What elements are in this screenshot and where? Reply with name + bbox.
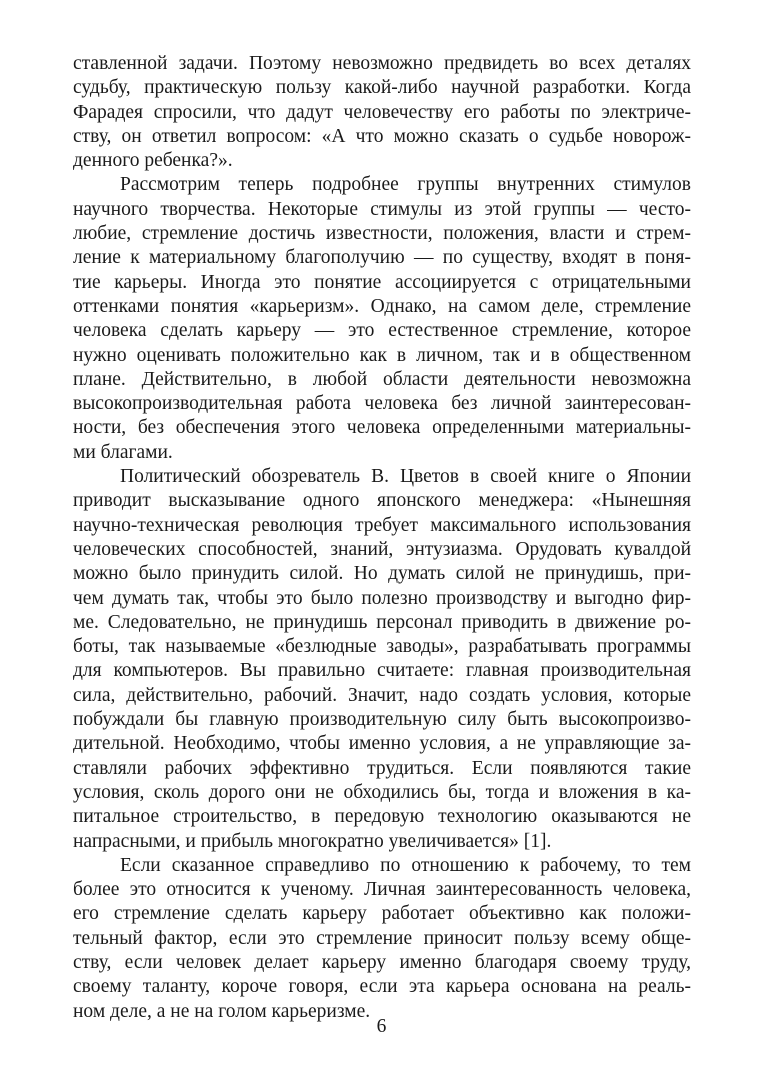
text-line: приводит высказывание одного японского менеджера: «Нынешняя bbox=[73, 490, 691, 512]
text-line: высокопроизводительная работа человека без личной заинтересован- bbox=[73, 393, 691, 415]
text-line: ме. Следовательно, не принудишь персонал приводить в движение ро- bbox=[73, 611, 691, 633]
text-line: напрасными, и прибыль многократно увеличивается» [1]. bbox=[73, 830, 552, 852]
text-line: судьбу, практическую пользу какой-либо научной разработки. Когда bbox=[73, 77, 691, 99]
text-line: питальное строительство, в передовую технологию оказываются не bbox=[73, 806, 691, 828]
text-line: ставляли рабочих эффективно трудиться. Если появляются такие bbox=[73, 757, 691, 779]
paragraph-3 bbox=[73, 465, 691, 854]
text-line: Политический обозреватель В. Цветов в своей книге о Японии bbox=[120, 466, 691, 488]
text-line: человека сделать карьеру — это естественное стремление, которое bbox=[73, 320, 691, 342]
text-line: тельный фактор, если это стремление приносит пользу всему обще- bbox=[73, 927, 691, 949]
page-body bbox=[73, 52, 691, 1024]
text-line: ление к материальному благополучию — по существу, входят в поня- bbox=[73, 247, 691, 269]
text-line: сила, действительно, рабочий. Значит, надо создать условия, которые bbox=[73, 684, 691, 706]
text-line: для компьютеров. Вы правильно считаете: главная производительная bbox=[73, 660, 691, 682]
text-line: чем думать так, чтобы это было полезно производству и выгодно фир- bbox=[73, 587, 691, 609]
text-line: тие карьеры. Иногда это понятие ассоциируется с отрицательными bbox=[73, 271, 691, 293]
text-line: любие, стремление достичь известности, положения, власти и стрем- bbox=[73, 223, 691, 245]
paragraph-2 bbox=[73, 173, 691, 465]
text-line: можно было принудить силой. Но думать силой не принудишь, при- bbox=[73, 563, 691, 585]
text-line: денного ребенка?». bbox=[73, 150, 233, 172]
text-line: нужно оценивать положительно как в личном, так и в общественном bbox=[73, 344, 691, 366]
text-line: боты, так называемые «безлюдные заводы», разрабатывать программы bbox=[73, 636, 691, 658]
text-line: ми благами. bbox=[73, 441, 173, 463]
text-line: оттенками понятия «карьеризм». Однако, на самом деле, стремление bbox=[73, 295, 691, 317]
paragraph-4 bbox=[73, 854, 691, 1024]
text-line: научного творчества. Некоторые стимулы из этой группы — често- bbox=[73, 198, 691, 220]
text-line: научно-техническая революция требует максимального использования bbox=[73, 514, 691, 536]
text-line: побуждали бы главную производительную силу быть высокопроизво- bbox=[73, 709, 691, 731]
text-line: ности, без обеспечения этого человека определенными материальны- bbox=[73, 417, 691, 439]
text-line: его стремление сделать карьеру работает объективно как положи- bbox=[73, 903, 691, 925]
text-line: плане. Действительно, в любой области деятельности невозможна bbox=[73, 368, 691, 390]
text-line: условия, сколь дорого они не обходились бы, тогда и вложения в ка- bbox=[73, 781, 691, 803]
text-line: ству, он ответил вопросом: «А что можно сказать о судьбе новорож- bbox=[73, 125, 691, 147]
paragraph-1 bbox=[73, 52, 691, 173]
text-line: Фарадея спросили, что дадут человечеству его работы по электриче- bbox=[73, 101, 691, 123]
text-line: ставленной задачи. Поэтому невозможно предвидеть во всех деталях bbox=[73, 53, 691, 74]
text-line: своему таланту, короче говоря, если эта карьера основана на реаль- bbox=[73, 976, 691, 998]
text-line: ству, если человек делает карьеру именно благодаря своему труду, bbox=[73, 951, 691, 973]
page-number: 6 bbox=[376, 1016, 387, 1037]
text-line: человеческих способностей, знаний, энтузиазма. Орудовать кувалдой bbox=[73, 538, 691, 560]
text-line: более это относится к ученому. Личная заинтересованность человека, bbox=[73, 879, 691, 901]
text-line: Рассмотрим теперь подробнее группы внутренних стимулов bbox=[120, 174, 691, 196]
text-line: ном деле, а не на голом карьеризме. bbox=[73, 1000, 371, 1022]
text-line: Если сказанное справедливо по отношению к рабочему, то тем bbox=[120, 854, 691, 876]
text-line: дительной. Необходимо, чтобы именно условия, а не управляющие за- bbox=[73, 733, 691, 755]
